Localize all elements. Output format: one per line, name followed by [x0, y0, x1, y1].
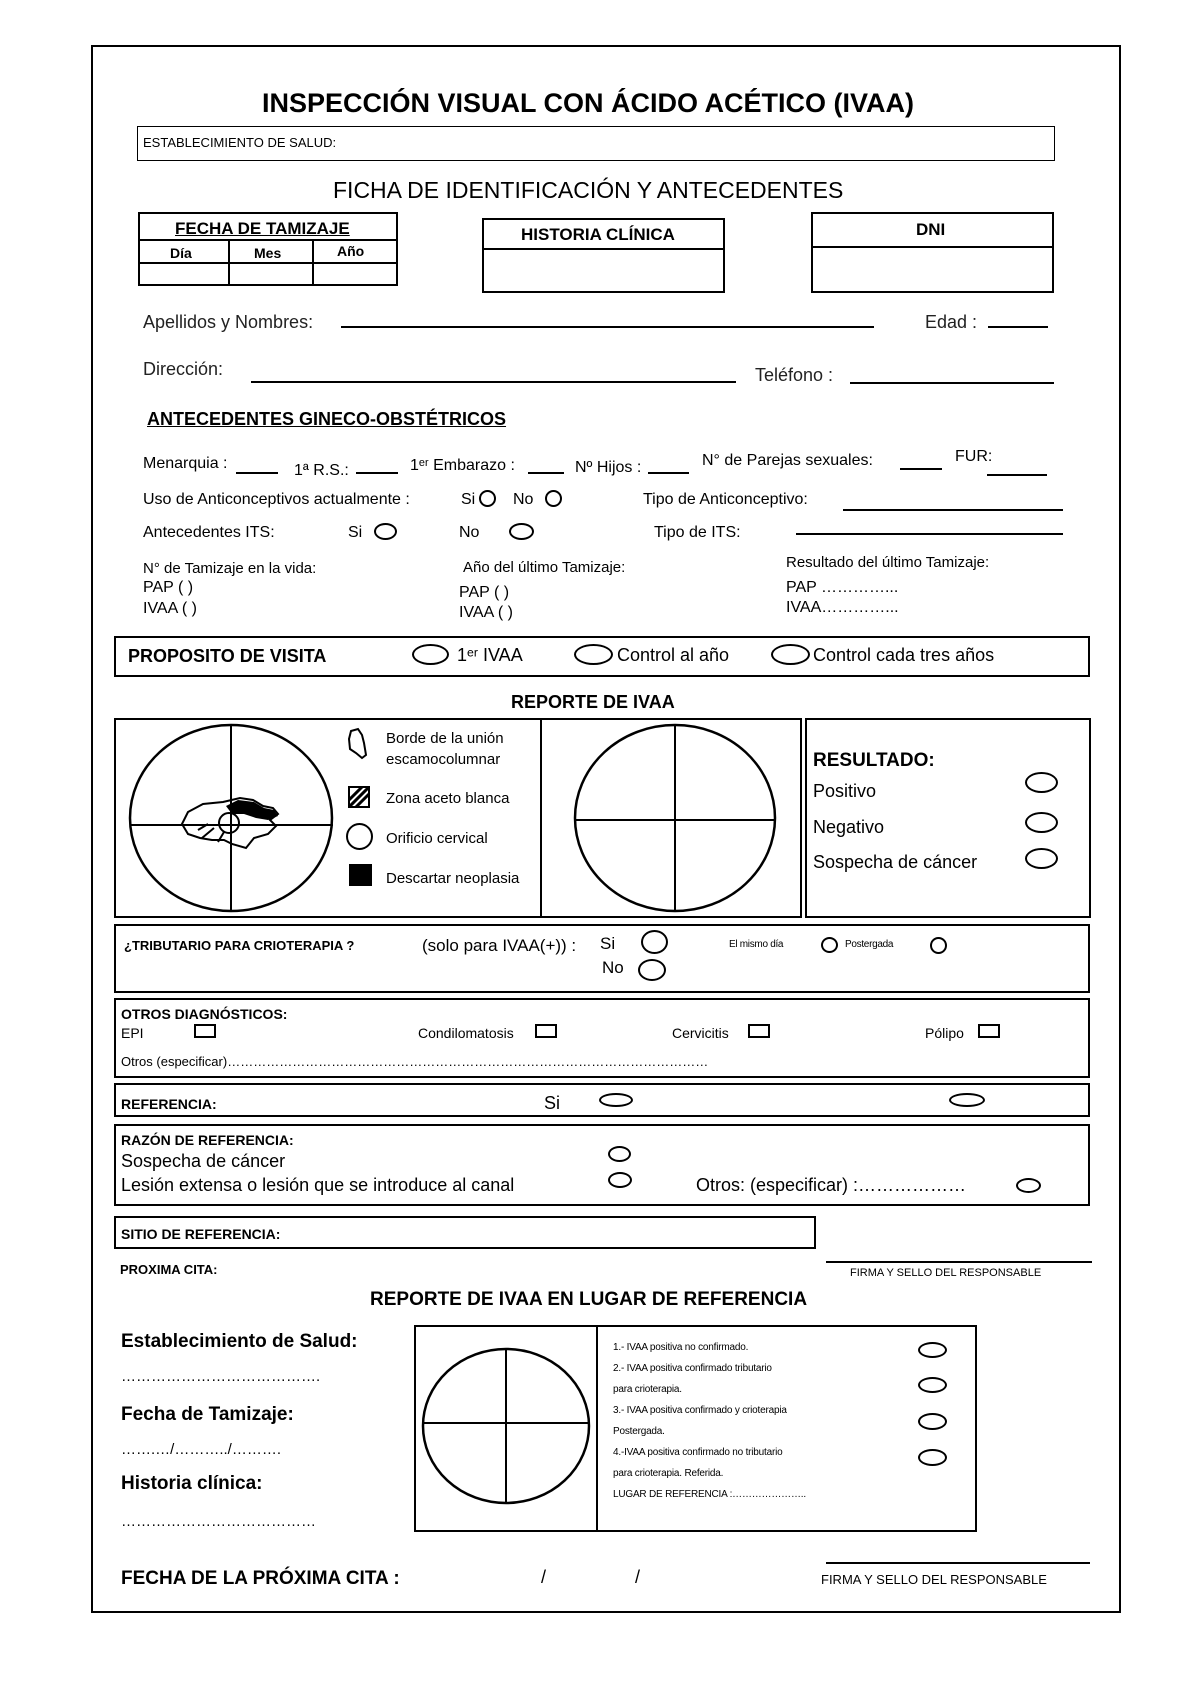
razon-sospecha-radio[interactable]	[608, 1146, 631, 1162]
anticonceptivos-si-radio[interactable]	[479, 490, 496, 507]
mismo-dia-label: El mismo día	[729, 939, 784, 950]
fur-input[interactable]	[987, 474, 1047, 476]
historia-clinica-input[interactable]	[484, 251, 723, 291]
its-no-radio[interactable]	[509, 523, 534, 540]
primera-rs-input[interactable]	[356, 472, 398, 474]
tipo-its-label: Tipo de ITS:	[654, 524, 741, 541]
tipo-anticonceptivo-input[interactable]	[843, 509, 1063, 511]
ref-item-1: 1.- IVAA positiva no confirmado.	[613, 1342, 749, 1353]
referencia-label: REFERENCIA:	[121, 1096, 217, 1112]
ref-fecha-dots[interactable]: …….…/………../……….	[121, 1441, 282, 1458]
epi-label: EPI	[121, 1025, 144, 1041]
cervicitis-label: Cervicitis	[672, 1025, 729, 1041]
tributario-label: ¿TRIBUTARIO PARA CRIOTERAPIA ?	[124, 938, 355, 953]
dni-input[interactable]	[813, 249, 1052, 291]
its-si-radio[interactable]	[374, 523, 397, 540]
tributario-si-label: Si	[600, 934, 616, 953]
otros-especificar[interactable]: Otros (especificar)…………………………………………………………………………………………………	[121, 1054, 709, 1069]
primer-embarazo-input[interactable]	[528, 472, 564, 474]
condilomatosis-checkbox[interactable]	[535, 1024, 557, 1038]
referencia-si-label: Si	[544, 1093, 561, 1113]
descartar-neoplasia-icon	[349, 864, 372, 886]
fecha-slash-1: /	[541, 1567, 547, 1587]
proposito-radio-2[interactable]	[574, 644, 613, 665]
ref-historia-label: Historia clínica:	[121, 1473, 263, 1494]
anio-label: Año	[337, 243, 365, 259]
mes-input[interactable]	[230, 264, 312, 284]
firma-line-1[interactable]	[826, 1261, 1092, 1263]
proposito-opt2: Control al año	[617, 645, 730, 665]
reporte-ref-title: REPORTE DE IVAA EN LUGAR DE REFERENCIA	[370, 1289, 808, 1310]
referencia-si-radio[interactable]	[599, 1093, 633, 1107]
resultado-sospecha-radio[interactable]	[1025, 848, 1058, 869]
primera-rs-label: 1ª R.S.:	[294, 462, 349, 479]
tipo-its-input[interactable]	[796, 533, 1063, 535]
num-tamizaje-ivaa: IVAA ( )	[143, 600, 197, 617]
proposito-label: PROPOSITO DE VISITA	[128, 646, 327, 666]
anio-ultimo-label: Año del último Tamizaje:	[463, 559, 626, 576]
referencia-no-radio[interactable]	[949, 1093, 985, 1107]
zona-aceto-blanca-icon	[348, 786, 370, 808]
ref-historia-dots[interactable]: …………………………………	[121, 1513, 316, 1530]
condilomatosis-label: Condilomatosis	[418, 1025, 514, 1041]
ref-fecha-label: Fecha de Tamizaje:	[121, 1404, 294, 1425]
proposito-opt1: 1ᵉʳ IVAA	[457, 645, 523, 665]
mes-label: Mes	[254, 245, 282, 261]
resultado-negativo-radio[interactable]	[1025, 812, 1058, 833]
anio-input[interactable]	[314, 264, 396, 284]
its-si-label: Si	[348, 524, 363, 541]
ref-item-3: 3.- IVAA positiva confirmado y crioterapia	[613, 1405, 787, 1416]
mismo-dia-radio[interactable]	[821, 937, 838, 953]
fecha-slash-2: /	[635, 1567, 641, 1587]
anticonceptivos-si-label: Si	[461, 491, 476, 508]
resultado-negativo-label: Negativo	[813, 817, 885, 837]
tributario-si-radio[interactable]	[641, 930, 668, 954]
tributario-note: (solo para IVAA(+)) :	[422, 936, 577, 955]
razon-lesion-label: Lesión extensa o lesión que se introduce al canal	[121, 1175, 515, 1195]
form-title: INSPECCIÓN VISUAL CON ÁCIDO ACÉTICO (IVAA)	[262, 88, 915, 118]
apellidos-input[interactable]	[341, 326, 874, 328]
ref-item-4b: para crioterapia. Referida.	[613, 1468, 724, 1479]
resultado-label: RESULTADO:	[813, 750, 935, 771]
divider	[540, 718, 542, 918]
firma-label-1: FIRMA Y SELLO DEL RESPONSABLE	[850, 1267, 1042, 1279]
tributario-no-label: No	[602, 958, 624, 977]
fecha-tamizaje-label: FECHA DE TAMIZAJE	[175, 219, 350, 238]
sitio-label: SITIO DE REFERENCIA:	[121, 1226, 281, 1242]
hijos-label: Nº Hijos :	[575, 459, 642, 476]
proposito-radio-3[interactable]	[771, 644, 810, 665]
ref-radio-3[interactable]	[918, 1413, 947, 1430]
fecha-proxima-label: FECHA DE LA PRÓXIMA CITA :	[121, 1568, 400, 1589]
razon-sospecha-label: Sospecha de cáncer	[121, 1151, 286, 1171]
tributario-no-radio[interactable]	[638, 959, 666, 981]
resultado-ultimo-label: Resultado del último Tamizaje:	[786, 554, 990, 571]
firma-label-2: FIRMA Y SELLO DEL RESPONSABLE	[821, 1572, 1047, 1587]
postergada-radio[interactable]	[930, 937, 947, 954]
hijos-input[interactable]	[648, 472, 689, 474]
ficha-title: FICHA DE IDENTIFICACIÓN Y ANTECEDENTES	[333, 177, 844, 203]
borde-union-icon	[346, 727, 368, 761]
menarquia-label: Menarquia :	[143, 455, 228, 472]
razon-otros-label: Otros: (especificar) :………………	[696, 1175, 967, 1195]
ref-estab-label: Establecimiento de Salud:	[121, 1331, 358, 1352]
anticonceptivos-label: Uso de Anticonceptivos actualmente :	[143, 491, 410, 508]
tipo-anticonceptivo-label: Tipo de Anticonceptivo:	[643, 491, 808, 508]
dni-label: DNI	[916, 220, 946, 239]
antecedentes-its-label: Antecedentes ITS:	[143, 524, 275, 541]
ref-item-3b: Postergada.	[613, 1426, 665, 1437]
resultado-ultimo-ivaa: IVAA…………...	[786, 599, 899, 616]
otros-dx-label: OTROS DIAGNÓSTICOS:	[121, 1006, 288, 1022]
telefono-label: Teléfono :	[755, 365, 834, 385]
ref-estab-dots[interactable]: ………………………………….	[121, 1368, 321, 1385]
legend-descartar: Descartar neoplasia	[386, 870, 520, 887]
anticonceptivos-no-radio[interactable]	[545, 490, 562, 507]
cervix-diagram-blank[interactable]	[570, 722, 780, 917]
polipo-checkbox[interactable]	[978, 1024, 1000, 1038]
anio-ultimo-ivaa: IVAA ( )	[459, 604, 513, 621]
reporte-title: REPORTE DE IVAA	[511, 692, 675, 712]
ref-radio-4[interactable]	[918, 1449, 947, 1466]
edad-label: Edad :	[925, 312, 978, 332]
parejas-label: N° de Parejas sexuales:	[702, 452, 873, 469]
dia-input[interactable]	[140, 264, 228, 284]
fur-label: FUR:	[955, 448, 993, 465]
proposito-opt3: Control cada tres años	[813, 645, 995, 665]
ref-radio-1[interactable]	[918, 1342, 947, 1358]
antecedentes-title: ANTECEDENTES GINECO-OBSTÉTRICOS	[147, 409, 507, 429]
razon-otros-radio[interactable]	[1016, 1178, 1041, 1193]
divider	[811, 246, 1054, 248]
ref-item-4: 4.-IVAA positiva confirmado no tributario	[613, 1447, 783, 1458]
proxima-cita-label: PROXIMA CITA:	[120, 1262, 218, 1277]
divider	[482, 248, 725, 250]
resultado-positivo-radio[interactable]	[1025, 772, 1058, 793]
cervicitis-checkbox[interactable]	[748, 1024, 770, 1038]
resultado-sospecha-label: Sospecha de cáncer	[813, 852, 978, 872]
polipo-label: Pólipo	[925, 1025, 964, 1041]
num-tamizaje-label: N° de Tamizaje en la vida:	[143, 560, 317, 577]
establecimiento-label: ESTABLECIMIENTO DE SALUD:	[143, 135, 337, 150]
razon-label: RAZÓN DE REFERENCIA:	[121, 1132, 294, 1148]
proposito-radio-1[interactable]	[412, 644, 449, 665]
edad-input[interactable]	[988, 326, 1048, 328]
telefono-input[interactable]	[850, 382, 1054, 384]
resultado-ultimo-pap: PAP …………...	[786, 579, 899, 596]
divider	[596, 1325, 598, 1532]
its-no-label: No	[459, 524, 480, 541]
apellidos-label: Apellidos y Nombres:	[143, 312, 314, 332]
razon-lesion-radio[interactable]	[608, 1172, 632, 1188]
primer-embarazo-label: 1ᵉʳ Embarazo :	[410, 457, 515, 474]
ref-lugar[interactable]: LUGAR DE REFERENCIA :…………………..	[613, 1489, 806, 1500]
parejas-input[interactable]	[900, 468, 942, 470]
ref-item-2: 2.- IVAA positiva confirmado tributario	[613, 1363, 772, 1374]
anticonceptivos-no-label: No	[513, 491, 534, 508]
divider	[138, 239, 398, 241]
ref-item-2b: para crioterapia.	[613, 1384, 682, 1395]
cervix-diagram-ref[interactable]	[420, 1346, 592, 1506]
anio-ultimo-pap: PAP ( )	[459, 584, 510, 601]
legend-orificio: Orificio cervical	[386, 830, 488, 847]
cervix-diagram-example	[128, 722, 338, 917]
resultado-positivo-label: Positivo	[813, 781, 877, 801]
dia-label: Día	[170, 245, 192, 261]
menarquia-input[interactable]	[236, 472, 278, 474]
legend-borde-2: escamocolumnar	[386, 751, 501, 768]
direccion-input[interactable]	[251, 381, 736, 383]
legend-zona: Zona aceto blanca	[386, 790, 510, 807]
ref-radio-2[interactable]	[918, 1377, 947, 1393]
historia-clinica-label: HISTORIA CLÍNICA	[521, 225, 675, 244]
num-tamizaje-pap: PAP ( )	[143, 579, 194, 596]
postergada-label: Postergada	[845, 939, 894, 950]
firma-line-2[interactable]	[826, 1562, 1090, 1564]
orificio-cervical-icon	[346, 823, 373, 850]
direccion-label: Dirección:	[143, 359, 224, 379]
epi-checkbox[interactable]	[194, 1024, 216, 1038]
legend-borde-1: Borde de la unión	[386, 730, 504, 747]
